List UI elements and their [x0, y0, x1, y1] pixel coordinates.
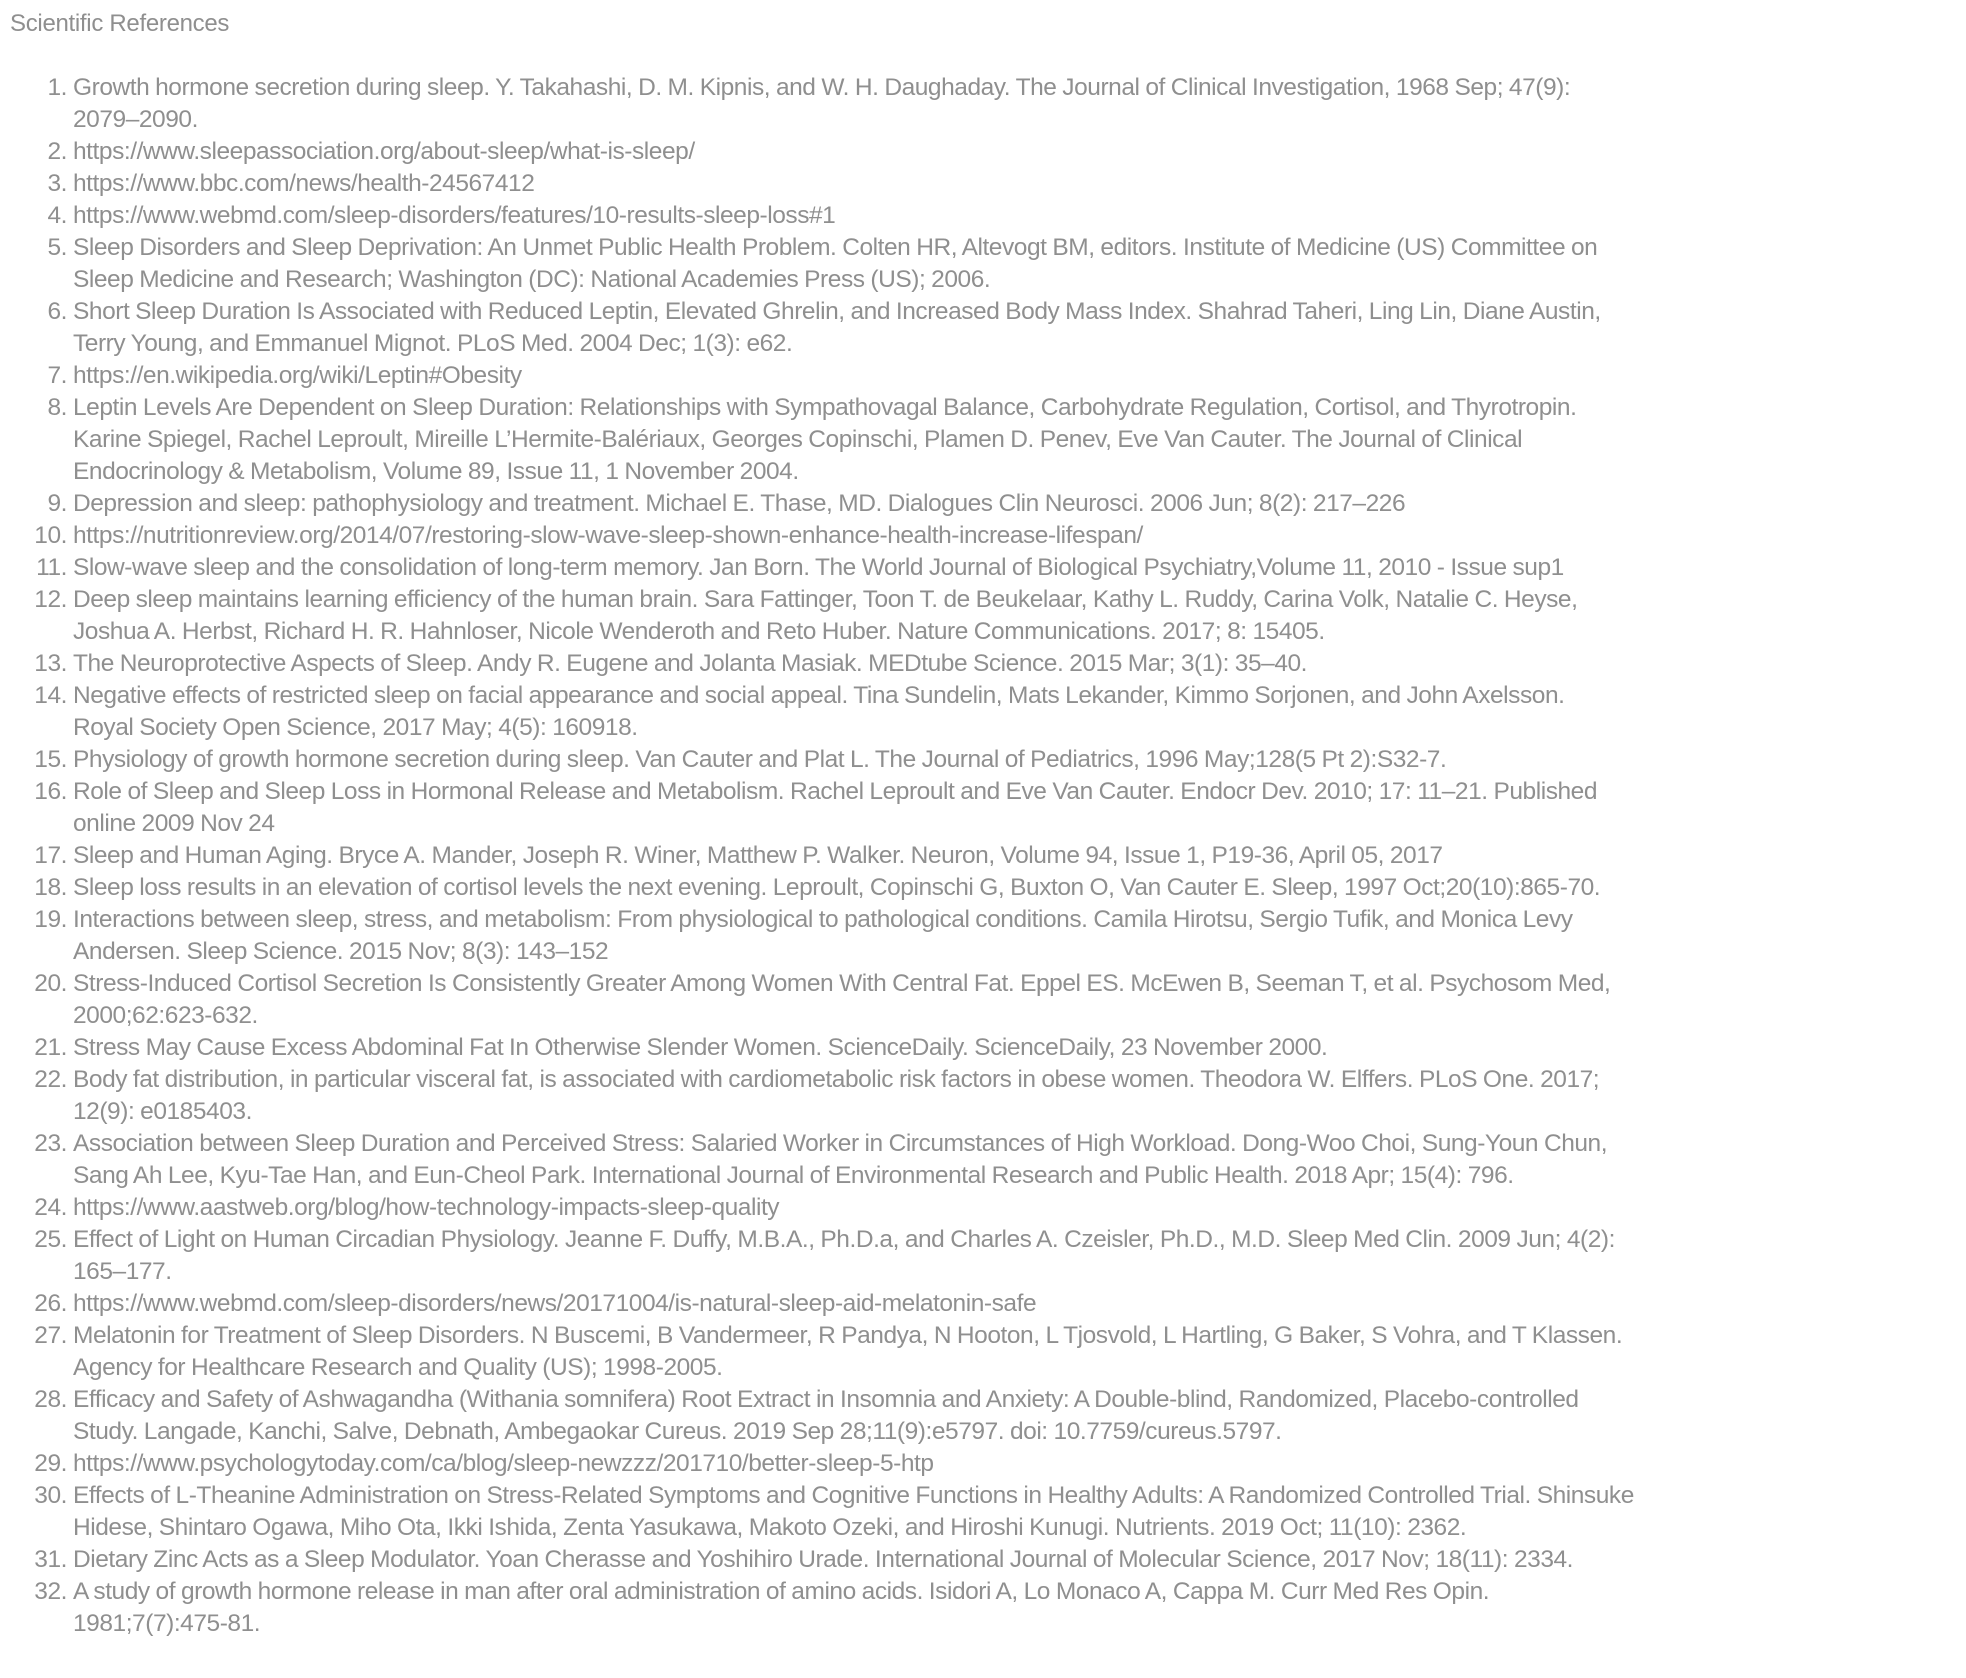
- reference-line: Slow-wave sleep and the consolidation of long-term memory. Jan Born. The World Journal of Biological Psychiatry,Volume 11, 2010 - Issue sup1: [73, 554, 1564, 581]
- reference-item: [10, 232, 1966, 296]
- reference-text: [73, 840, 1966, 872]
- reference-line: Efficacy and Safety of Ashwagandha (Withania somnifera) Root Extract in Insomnia and Anxiety: A Double-blind, Randomized, Placebo-controlled: [73, 1386, 1579, 1413]
- reference-line: Negative effects of restricted sleep on facial appearance and social appeal. Tina Sundelin, Mats Lekander, Kimmo Sorjonen, and John Axelsson.: [73, 682, 1565, 709]
- reference-line: https://www.webmd.com/sleep-disorders/features/10-results-sleep-loss#1: [73, 202, 836, 229]
- reference-item: [10, 968, 1966, 1032]
- reference-item: [10, 1320, 1966, 1384]
- reference-text: [73, 232, 1966, 296]
- reference-item: [10, 744, 1966, 776]
- reference-line: Effects of L-Theanine Administration on Stress-Related Symptoms and Cognitive Functions in Healthy Adults: A Randomized Controlled Trial. Shinsuke: [73, 1482, 1634, 1509]
- reference-line: Deep sleep maintains learning efficiency of the human brain. Sara Fattinger, Toon T. de Beukelaar, Kathy L. Ruddy, Carina Volk, Natalie C. Heyse,: [73, 586, 1578, 613]
- reference-line: https://www.sleepassociation.org/about-sleep/what-is-sleep/: [73, 138, 695, 165]
- reference-item: [10, 1480, 1966, 1544]
- reference-text: [73, 360, 1966, 392]
- reference-line: Short Sleep Duration Is Associated with Reduced Leptin, Elevated Ghrelin, and Increased Body Mass Index. Shahrad Taheri, Ling Lin, Diane Austin,: [73, 298, 1601, 325]
- reference-text: [73, 968, 1966, 1032]
- reference-item: [10, 488, 1966, 520]
- reference-item: [10, 1544, 1966, 1576]
- reference-line: Royal Society Open Science, 2017 May; 4(5): 160918.: [73, 714, 638, 741]
- reference-text: [73, 488, 1966, 520]
- reference-item: [10, 1032, 1966, 1064]
- reference-text: [73, 200, 1966, 232]
- reference-line: Growth hormone secretion during sleep. Y. Takahashi, D. M. Kipnis, and W. H. Daughaday. The Journal of Clinical Investigation, 1968 Sep; 47(9):: [73, 74, 1571, 101]
- reference-text: [73, 392, 1966, 488]
- reference-line: Stress May Cause Excess Abdominal Fat In Otherwise Slender Women. ScienceDaily. ScienceDaily, 23 November 2000.: [73, 1034, 1328, 1061]
- reference-number: 11.: [36, 554, 67, 581]
- reference-number: 28.: [34, 1386, 67, 1413]
- reference-number: 27.: [34, 1322, 67, 1349]
- reference-item: [10, 1128, 1966, 1192]
- reference-text: [73, 1128, 1966, 1192]
- reference-line: Body fat distribution, in particular visceral fat, is associated with cardiometabolic risk factors in obese women. Theodora W. Elffers. PLoS One. 2017;: [73, 1066, 1600, 1093]
- reference-text: [73, 1064, 1966, 1128]
- reference-line: Melatonin for Treatment of Sleep Disorders. N Buscemi, B Vandermeer, R Pandya, N Hooton, L Tjosvold, L Hartling, G Baker, S Vohra, and T Klassen.: [73, 1322, 1623, 1349]
- reference-item: [10, 1064, 1966, 1128]
- reference-line: Hidese, Shintaro Ogawa, Miho Ota, Ikki Ishida, Zenta Yasukawa, Makoto Ozeki, and Hiroshi Kunugi. Nutrients. 2019 Oct; 11(10): 2362.: [73, 1514, 1467, 1541]
- reference-item: [10, 1288, 1966, 1320]
- reference-line: Agency for Healthcare Research and Quality (US); 1998-2005.: [73, 1354, 723, 1381]
- reference-line: 12(9): e0185403.: [73, 1098, 252, 1125]
- reference-item: [10, 72, 1966, 136]
- reference-number: 20.: [34, 970, 67, 997]
- reference-number: 12.: [34, 586, 67, 613]
- reference-item: [10, 584, 1966, 648]
- reference-line: 1981;7(7):475-81.: [73, 1610, 261, 1637]
- reference-text: [73, 1192, 1966, 1224]
- reference-item: [10, 872, 1966, 904]
- reference-text: [73, 1032, 1966, 1064]
- reference-line: Interactions between sleep, stress, and metabolism: From physiological to pathological conditions. Camila Hirotsu, Sergio Tufik, and Monica Levy: [73, 906, 1573, 933]
- reference-number: 26.: [34, 1290, 67, 1317]
- reference-line: https://www.bbc.com/news/health-24567412: [73, 170, 535, 197]
- reference-number: 32.: [34, 1578, 67, 1605]
- reference-number: 3.: [47, 170, 67, 197]
- reference-number: 5.: [47, 234, 67, 261]
- reference-text: [73, 1544, 1966, 1576]
- reference-number: 19.: [34, 906, 67, 933]
- reference-item: [10, 520, 1966, 552]
- reference-number: 29.: [34, 1450, 67, 1477]
- reference-line: Depression and sleep: pathophysiology and treatment. Michael E. Thase, MD. Dialogues Clin Neurosci. 2006 Jun; 8(2): 217–226: [73, 490, 1406, 517]
- reference-text: [73, 168, 1966, 200]
- reference-number: 1.: [47, 74, 67, 101]
- reference-item: [10, 200, 1966, 232]
- reference-item: [10, 392, 1966, 488]
- reference-text: [73, 136, 1966, 168]
- reference-text: [73, 904, 1966, 968]
- reference-number: 4.: [47, 202, 67, 229]
- reference-line: Effect of Light on Human Circadian Physiology. Jeanne F. Duffy, M.B.A., Ph.D.a, and Charles A. Czeisler, Ph.D., M.D. Sleep Med Clin. 2009 Jun; 4(2):: [73, 1226, 1615, 1253]
- reference-line: online 2009 Nov 24: [73, 810, 275, 837]
- reference-number: 24.: [34, 1194, 67, 1221]
- reference-text: [73, 72, 1966, 136]
- reference-number: 18.: [34, 874, 67, 901]
- reference-line: Leptin Levels Are Dependent on Sleep Duration: Relationships with Sympathovagal Balance, Carbohydrate Regulation, Cortisol, and Thyrotropin.: [73, 394, 1577, 421]
- reference-line: Terry Young, and Emmanuel Mignot. PLoS Med. 2004 Dec; 1(3): e62.: [73, 330, 793, 357]
- reference-line: https://www.webmd.com/sleep-disorders/news/20171004/is-natural-sleep-aid-melatonin-safe: [73, 1290, 1037, 1317]
- reference-text: [73, 648, 1966, 680]
- reference-number: 6.: [47, 298, 67, 325]
- reference-number: 21.: [34, 1034, 67, 1061]
- reference-number: 31.: [34, 1546, 67, 1573]
- reference-number: 22.: [34, 1066, 67, 1093]
- reference-line: Endocrinology & Metabolism, Volume 89, Issue 11, 1 November 2004.: [73, 458, 799, 485]
- reference-text: [73, 776, 1966, 840]
- reference-item: [10, 136, 1966, 168]
- reference-number: 2.: [47, 138, 67, 165]
- reference-item: [10, 840, 1966, 872]
- reference-line: https://www.aastweb.org/blog/how-technology-impacts-sleep-quality: [73, 1194, 780, 1221]
- reference-text: [73, 744, 1966, 776]
- reference-number: 23.: [34, 1130, 67, 1157]
- reference-number: 15.: [34, 746, 67, 773]
- reference-line: Stress-Induced Cortisol Secretion Is Consistently Greater Among Women With Central Fat. Eppel ES. McEwen B, Seeman T, et al. Psychosom Med,: [73, 970, 1611, 997]
- reference-line: Physiology of growth hormone secretion during sleep. Van Cauter and Plat L. The Journal of Pediatrics, 1996 May;128(5 Pt 2):S32-7.: [73, 746, 1447, 773]
- reference-item: [10, 776, 1966, 840]
- reference-line: The Neuroprotective Aspects of Sleep. Andy R. Eugene and Jolanta Masiak. MEDtube Science. 2015 Mar; 3(1): 35–40.: [73, 650, 1308, 677]
- reference-line: Study. Langade, Kanchi, Salve, Debnath, Ambegaokar Cureus. 2019 Sep 28;11(9):e5797. doi: 10.7759/cureus.5797.: [73, 1418, 1282, 1445]
- reference-line: Sleep and Human Aging. Bryce A. Mander, Joseph R. Winer, Matthew P. Walker. Neuron, Volume 94, Issue 1, P19-36, April 05, 2017: [73, 842, 1443, 869]
- reference-number: 7.: [47, 362, 67, 389]
- reference-number: 10.: [34, 522, 67, 549]
- reference-item: [10, 1576, 1966, 1640]
- reference-text: [73, 1224, 1966, 1288]
- reference-line: Sleep loss results in an elevation of cortisol levels the next evening. Leproult, Copinschi G, Buxton O, Van Cauter E. Sleep, 1997 Oct;20(10):865-70.: [73, 874, 1601, 901]
- reference-number: 8.: [47, 394, 67, 421]
- reference-item: [10, 1192, 1966, 1224]
- reference-text: [73, 520, 1966, 552]
- reference-line: https://www.psychologytoday.com/ca/blog/sleep-newzzz/201710/better-sleep-5-htp: [73, 1450, 934, 1477]
- reference-list: [10, 72, 1966, 1640]
- reference-item: [10, 904, 1966, 968]
- reference-text: [73, 1288, 1966, 1320]
- reference-number: 13.: [34, 650, 67, 677]
- reference-text: [73, 680, 1966, 744]
- reference-number: 30.: [34, 1482, 67, 1509]
- reference-line: Andersen. Sleep Science. 2015 Nov; 8(3): 143–152: [73, 938, 609, 965]
- reference-item: [10, 168, 1966, 200]
- reference-line: Sang Ah Lee, Kyu-Tae Han, and Eun-Cheol Park. International Journal of Environmental Research and Public Health. 2018 Apr; 15(4): 796.: [73, 1162, 1514, 1189]
- reference-line: Joshua A. Herbst, Richard H. R. Hahnloser, Nicole Wenderoth and Reto Huber. Nature Communications. 2017; 8: 15405.: [73, 618, 1325, 645]
- reference-text: [73, 1448, 1966, 1480]
- reference-number: 16.: [34, 778, 67, 805]
- reference-line: Association between Sleep Duration and Perceived Stress: Salaried Worker in Circumstances of High Workload. Dong-Woo Choi, Sung-Youn Chun,: [73, 1130, 1608, 1157]
- reference-item: [10, 1448, 1966, 1480]
- reference-text: [73, 552, 1966, 584]
- reference-item: [10, 360, 1966, 392]
- reference-number: 9.: [47, 490, 67, 517]
- reference-number: 14.: [34, 682, 67, 709]
- reference-item: [10, 296, 1966, 360]
- reference-line: https://nutritionreview.org/2014/07/restoring-slow-wave-sleep-shown-enhance-health-increase-lifespan/: [73, 522, 1143, 549]
- reference-text: [73, 1480, 1966, 1544]
- reference-item: [10, 1224, 1966, 1288]
- reference-line: A study of growth hormone release in man after oral administration of amino acids. Isidori A, Lo Monaco A, Cappa M. Curr Med Res Opin.: [73, 1578, 1490, 1605]
- reference-line: Karine Spiegel, Rachel Leproult, Mireille L’Hermite-Balériaux, Georges Copinschi, Plamen D. Penev, Eve Van Cauter. The Journal of Clinical: [73, 426, 1523, 453]
- page-title: Scientific References: [10, 10, 230, 37]
- reference-line: Sleep Disorders and Sleep Deprivation: An Unmet Public Health Problem. Colten HR, Altevogt BM, editors. Institute of Medicine (US) Committee on: [73, 234, 1598, 261]
- reference-text: [73, 1576, 1966, 1640]
- reference-number: 25.: [34, 1226, 67, 1253]
- reference-line: Role of Sleep and Sleep Loss in Hormonal Release and Metabolism. Rachel Leproult and Eve Van Cauter. Endocr Dev. 2010; 17: 11–21. Published: [73, 778, 1598, 805]
- reference-line: Sleep Medicine and Research; Washington (DC): National Academies Press (US); 2006.: [73, 266, 991, 293]
- reference-item: [10, 552, 1966, 584]
- reference-text: [73, 872, 1966, 904]
- reference-text: [73, 584, 1966, 648]
- reference-item: [10, 680, 1966, 744]
- reference-text: [73, 296, 1966, 360]
- reference-line: 165–177.: [73, 1258, 172, 1285]
- reference-line: https://en.wikipedia.org/wiki/Leptin#Obesity: [73, 362, 522, 389]
- reference-line: 2079–2090.: [73, 106, 198, 133]
- reference-text: [73, 1384, 1966, 1448]
- reference-item: [10, 1384, 1966, 1448]
- reference-number: 17.: [34, 842, 67, 869]
- reference-line: 2000;62:623-632.: [73, 1002, 258, 1029]
- reference-line: Dietary Zinc Acts as a Sleep Modulator. Yoan Cherasse and Yoshihiro Urade. International Journal of Molecular Science, 2017 Nov; 18(11): 2334.: [73, 1546, 1574, 1573]
- reference-item: [10, 648, 1966, 680]
- reference-text: [73, 1320, 1966, 1384]
